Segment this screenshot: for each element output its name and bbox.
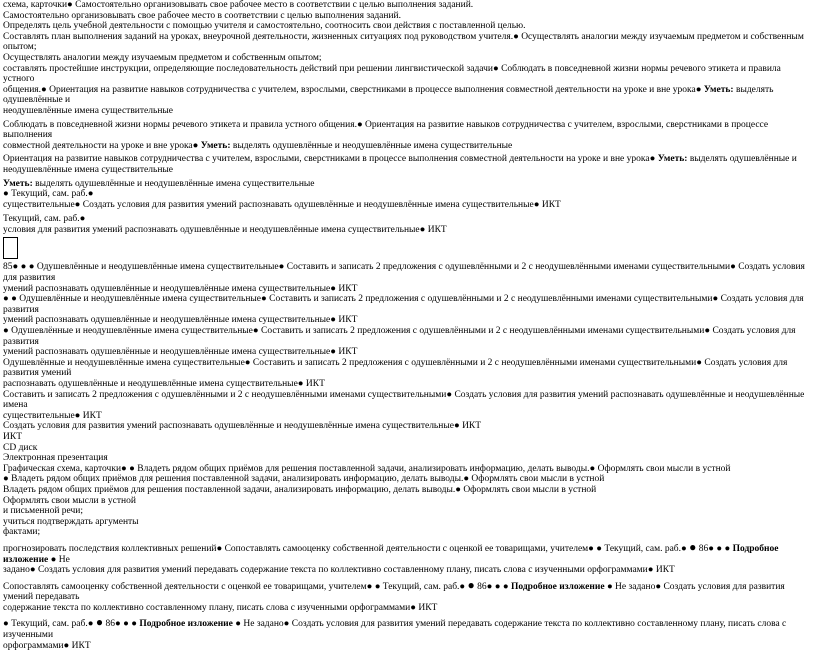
text-line: Создать условия для развития умений распознавать одушевлённые и неодушевлённые имена существительные● ИКТ [3,421,482,432]
text-line: Сопоставлять самооценку собственной деятельности с оценкой ее товарищами, учителем● ● Текущий, сам. раб.● ● 86● ● ● Подробное изложение ● Не задано● Создать условия для развития умений передавать [3,577,785,603]
text-line: существительные● Создать условия для развития умений распознавать одушевлённые и неодушевлённые имена существительные● ИКТ [3,199,561,210]
text-line: ● Текущий, сам. раб.● ● 86● ● ● Подробное изложение ● Не задано● Создать условия для развития умений передавать содержание текста по коллективно составленному плану, писать слова с изученными [3,615,787,641]
text-line: Составить и записать 2 предложения с одушевлёнными и 2 с неодушевлёнными именами существительными● Создать условия для развития умений распознавать одушевлённые и неодушевлённые имена [3,389,805,411]
text-line: Ориентация на развитие навыков сотрудничества с учителем, взрослыми, сверстниками в процессе выполнения совместной деятельности на уроке и вне урока● Уметь: выделять одушевлённые и [3,154,797,165]
text-line: схема, карточки● Самостоятельно организовывать свое рабочее место в соответствии с целью выполнения заданий. [3,0,474,10]
text-line: Одушевлённые и неодушевлённые имена существительные● Составить и записать 2 предложения с одушевлёнными и 2 с неодушевлёнными именами существительными● Создать условия для развития умений [3,357,788,379]
text-line: 85● ● ● Одушевлённые и неодушевлённые имена существительные● Составить и записать 2 предложения с одушевлёнными и 2 с неодушевлёнными именами существительными● Создать условия для развития [3,262,805,284]
text-line: ● Текущий, сам. раб.● [3,189,94,200]
text-line: ● Владеть рядом общих приёмов для решения поставленной задачи, анализировать информацию, делать выводы.● Оформлять свои мысли в устной [3,474,605,485]
text-line: неодушевлённые имена существительные [3,164,174,175]
text-line: Электронная презентация [3,453,108,464]
text-line: ● Одушевлённые и неодушевлённые имена существительные● Составить и записать 2 предложения с одушевлёнными и 2 с неодушевлёнными именами существительными● Создать условия для развития [3,326,796,347]
text-line: Соблюдать в повседневной жизни нормы речевого этикета и правила устного общения.● Ориентация на развитие навыков сотрудничества с учителем, взрослыми, сверстниками в процессе выполнения [3,119,769,141]
text-line: распознавать одушевлённые и неодушевлённые имена существительные● ИКТ [3,379,325,389]
text-line: Графическая схема, карточки● ● Владеть рядом общих приёмов для решения поставленной задачи, анализировать информацию, делать выводы.● Оформлять свои мысли в устной [3,463,731,474]
text-line: задано● Создать условия для развития умений передавать содержание текста по коллективно составленному плану, писать слова с изученными орфограммами● ИКТ [3,565,675,576]
text-line: существительные● ИКТ [3,410,102,421]
text-line: совместной деятельности на уроке и вне урока● Уметь: выделять одушевлённые и неодушевлённые имена существительные [3,140,513,151]
text-line: и письменной речи; [3,506,84,517]
text-line: орфограммами● ИКТ [3,640,91,651]
text-line: фактами; [3,527,41,538]
text-line: Самостоятельно организовывать свое рабочее место в соответствии с целью выполнения заданий. [3,10,402,21]
text-line: ИКТ [3,431,22,442]
text-line: умений распознавать одушевлённые и неодушевлённые имена существительные● ИКТ [3,315,358,326]
text-line: содержание текста по коллективно составленному плану, писать слова с изученными орфограммами● ИКТ [3,602,438,613]
text-line: общения.● Ориентация на развитие навыков сотрудничества с учителем, взрослыми, сверстниками в процессе выполнения совместной деятельности на уроке и вне урока● Уметь: выделять одушевлённые и [3,84,774,106]
text-line: Осуществлять аналогии между изучаемым предметом и собственным опытом; [3,52,322,63]
text-line: ● ● Одушевлённые и неодушевлённые имена существительные● Составить и записать 2 предложения с одушевлёнными и 2 с неодушевлёнными именами существительными● Создать условия для развития [3,294,804,315]
text-line: составлять простейшие инструкции, определяющие последовательность действий при решении лингвистической задачи● Соблюдать в повседневной жизни нормы речевого этикета и правила устного [3,63,781,85]
text-line: умений распознавать одушевлённые и неодушевлённые имена существительные● ИКТ [3,347,358,358]
text-line: учиться подтверждать аргументы [3,516,139,527]
text-line: неодушевлённые имена существительные [3,105,174,116]
text-line: условия для развития умений распознавать одушевлённые и неодушевлённые имена существительные● ИКТ [3,224,447,235]
text-line: умений распознавать одушевлённые и неодушевлённые имена существительные● ИКТ [3,283,358,294]
text-line: Текущий, сам. раб.● [3,214,86,225]
text-line: Уметь: выделять одушевлённые и неодушевлённые имена существительные [3,178,315,189]
text-line: Оформлять свои мысли в устной [3,495,136,506]
text-line: прогнозировать последствия коллективных решений● Сопоставлять самооценку собственной деятельности с оценкой ее товарищами, учителем● ● Текущий, сам. раб.● ● 86● ● ● Подробное изложение ● Не [3,539,779,565]
text-line: Владеть рядом общих приёмов для решения поставленной задачи, анализировать информацию, делать выводы.● Оформлять свои мысли в устной [3,484,597,495]
text-line: CD диск [3,442,38,453]
text-line: Определять цель учебной деятельности с помощью учителя и самостоятельно, соотносить свои действия с поставленной целью. [3,21,526,32]
empty-cell-box [3,237,18,259]
text-line: Составлять план выполнения заданий на уроках, внеурочной деятельности, жизненных ситуациях под руководством учителя.● Осуществлять аналогии между изучаемым предметом и собственным опытом; [3,31,804,53]
